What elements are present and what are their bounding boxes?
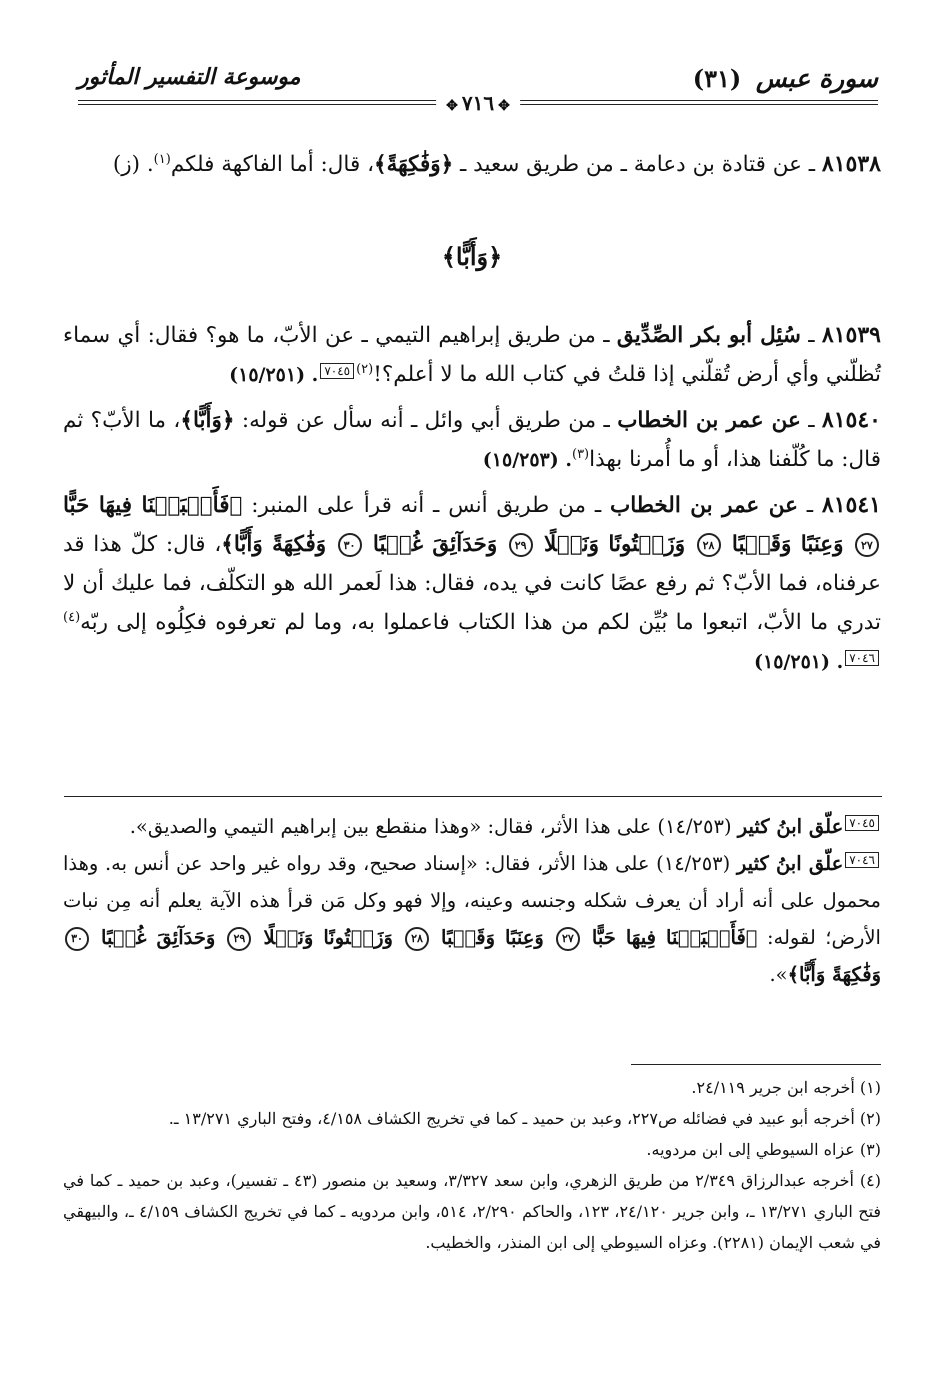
ayah-number-marker: ٢٩ [509,533,533,557]
ayah-number-marker: ٢٧ [855,533,879,557]
ayah-number-marker: ٢٩ [227,927,251,951]
ornament-icon: ✥ [446,98,458,114]
narrator-name: عن عمر بن الخطاب [609,493,798,518]
commentary-text: (١٤/٢٥٣) على هذا الأثر، فقال: «وهذا منقطع بين إبراهيم التيمي والصديق». [129,815,738,838]
entry-number: ٨١٥٣٨ [821,151,881,177]
commentary-7045 [63,808,881,845]
footnote-3: (٣) عزاه السيوطي إلى ابن مردويه. [646,1140,881,1159]
footnote-marker[interactable]: (٢) [356,361,374,377]
separator: ـ [800,323,822,348]
footnote-marker[interactable]: (٤) [63,609,81,625]
entry-text: . (ز) [112,152,154,177]
page-header [78,56,878,116]
quran-quote: ﴿وَفَٰكِهَةً﴾ [374,152,454,177]
entry-81540 [63,401,881,480]
footnotes [63,1072,881,1258]
commentator-name: علّق ابنُ كثير [737,815,844,838]
narrator-name: سُئِل أبو بكر الصِّدِّيق [616,323,801,348]
narrator-name: عن عمر بن الخطاب [617,408,801,433]
source-ref: . (١٥/٢٥٣) [482,449,572,471]
entry-text: ـ عن قتادة بن دعامة ـ من طريق سعيد ـ [453,152,822,177]
commentary-text: (١٤/٢٥٣) على هذا الأثر، فقال: «إسناد صحيح، وقد رواه غير واحد عن أنس به. وهذا محمول على أنه أراد أن يعرف شكله وجنسه وعينه، وإلا فهو وكل مَن قرأ هذه الآية يعلم أنه مِن نبات الأرض؛ لقوله: [63,852,881,949]
entry-text: ، قال: كلّ هذا قد عرفناه، فما الأبّ؟ ثم رفع عصًا كانت في يده، فقال: هذا لَعمر الله هو التكلّف، فما عليك أن لا تدري ما الأبّ، اتبعوا ما بُيِّن لكم من هذا الكتاب فاعملوا به، وما لم تعرفوه فكِلُوه إلى ربّه [63,532,881,635]
quran-quote: ﴿فَأَنۢبَتۡنَا فِيهَا حَبًّا ٢٧ وَعِنَبًا وَقَضۡبًا ٢٨ وَزَيۡتُونًا وَنَخۡلًا ٢٩ وَحَدَآئِقَ غُلۡبًا ٣٠ وَفَٰكِهَةً وَأَبًّا﴾ [63,926,881,986]
entry-81541 [63,486,881,682]
commentary-text: ». [769,963,788,986]
footnote-4: (٤) أخرجه عبدالرزاق ٢/٣٤٩ من طريق الزهري، وابن سعد ٣/٣٢٧، وسعيد بن منصور (٤٣ ـ تفسير)، وعبد بن حميد ـ كما في فتح الباري ١٣/٢٧١ ـ، وابن جرير ٢٤/١٢٠، ١٢٣، والحاكم ٢/٢٩٠، ٥١٤، وابن مردويه ـ كما في تخريج الكشاف ٤/١٥٩ ـ، والبيهقي في شعب الإيمان (٢٢٨١). وعزاه السيوطي إلى ابن المنذر، والخطيب. [63,1171,882,1252]
surah-number: (٣١) [692,64,742,93]
ayah-number-marker: ٣٠ [338,533,362,557]
entry-text: ـ من طريق أنس ـ أنه قرأ على المنبر: [242,493,610,518]
separator: ـ [797,493,822,518]
commentary-7046 [63,845,881,993]
entry-text: ، ما الأبّ؟ ثم قال: ما كُلّفنا هذا، أو ما أُمرنا بهذا [63,408,881,472]
footnote-2: (٢) أخرجه أبو عبيد في فضائله ص٢٢٧، وعبد بن حميد ـ كما في تخريج الكشاف ٤/١٥٨، وفتح الباري ١٣/٢٧١ ـ. [168,1109,881,1128]
commentary-section [63,808,881,993]
entry-number: ٨١٥٤٠ [821,407,881,433]
entry-text: ، قال: أما الفاكهة فلكم [170,152,375,177]
ayah-number-marker: ٢٨ [405,927,429,951]
commentary-ref-box: ٧٠٤٥ [845,815,879,831]
commentator-name: علّق ابنُ كثير [736,852,844,875]
verse-heading: ﴿وَأَبًّا﴾ [441,242,503,271]
ornament-icon: ✥ [498,98,510,114]
commentary-ref-box[interactable]: ٧٠٤٦ [845,650,879,666]
quran-quote: ﴿فَأَنۢبَتۡنَا فِيهَا حَبًّا ٢٧ وَعِنَبًا وَقَضۡبًا ٢٨ وَزَيۡتُونًا وَنَخۡلًا ٢٩ وَحَدَآئِقَ غُلۡبًا ٣٠ وَفَٰكِهَةً وَأَبًّا﴾ [63,493,881,557]
separator: ـ [800,408,822,433]
ayah-number-marker: ٢٨ [697,533,721,557]
book-title: موسوعة التفسير المأثور [78,64,301,90]
commentary-divider [64,796,882,797]
commentary-ref-box: ٧٠٤٦ [845,852,879,868]
footnote-1: (١) أخرجه ابن جرير ٢٤/١١٩. [691,1078,881,1097]
entry-number: ٨١٥٤١ [821,492,881,518]
footnote-marker[interactable]: (١) [153,151,171,167]
entry-number: ٨١٥٣٩ [821,322,881,348]
entry-text: ـ من طريق أبي وائل ـ أنه سأل عن قوله: [234,408,618,433]
entry-81538 [63,145,881,184]
entry-81539 [63,316,881,395]
footnote-marker[interactable]: (٣) [571,446,590,462]
main-text [63,145,881,682]
surah-title [693,62,878,96]
footnote-divider [631,1064,881,1065]
ayah-number-marker: ٢٧ [556,927,580,951]
quran-quote: ﴿وَأَبًّا﴾ [180,408,235,433]
surah-name: سورة عبس [755,64,878,93]
page-number-box [436,90,520,119]
source-ref: . (١٥/٢٥١) [754,651,844,673]
page-number: ٧١٦ [461,91,495,115]
commentary-ref-box[interactable]: ٧٠٤٥ [320,363,354,379]
source-ref: . (١٥/٢٥١) [229,364,319,386]
ayah-number-marker: ٣٠ [65,927,89,951]
entry-text: ـ من طريق إبراهيم التيمي ـ عن الأبّ، ما هو؟ فقال: أي سماء تُظلّني وأي أرض تُقلّني إذا قلتُ في كتاب الله ما لا أعلم؟! [63,323,881,387]
